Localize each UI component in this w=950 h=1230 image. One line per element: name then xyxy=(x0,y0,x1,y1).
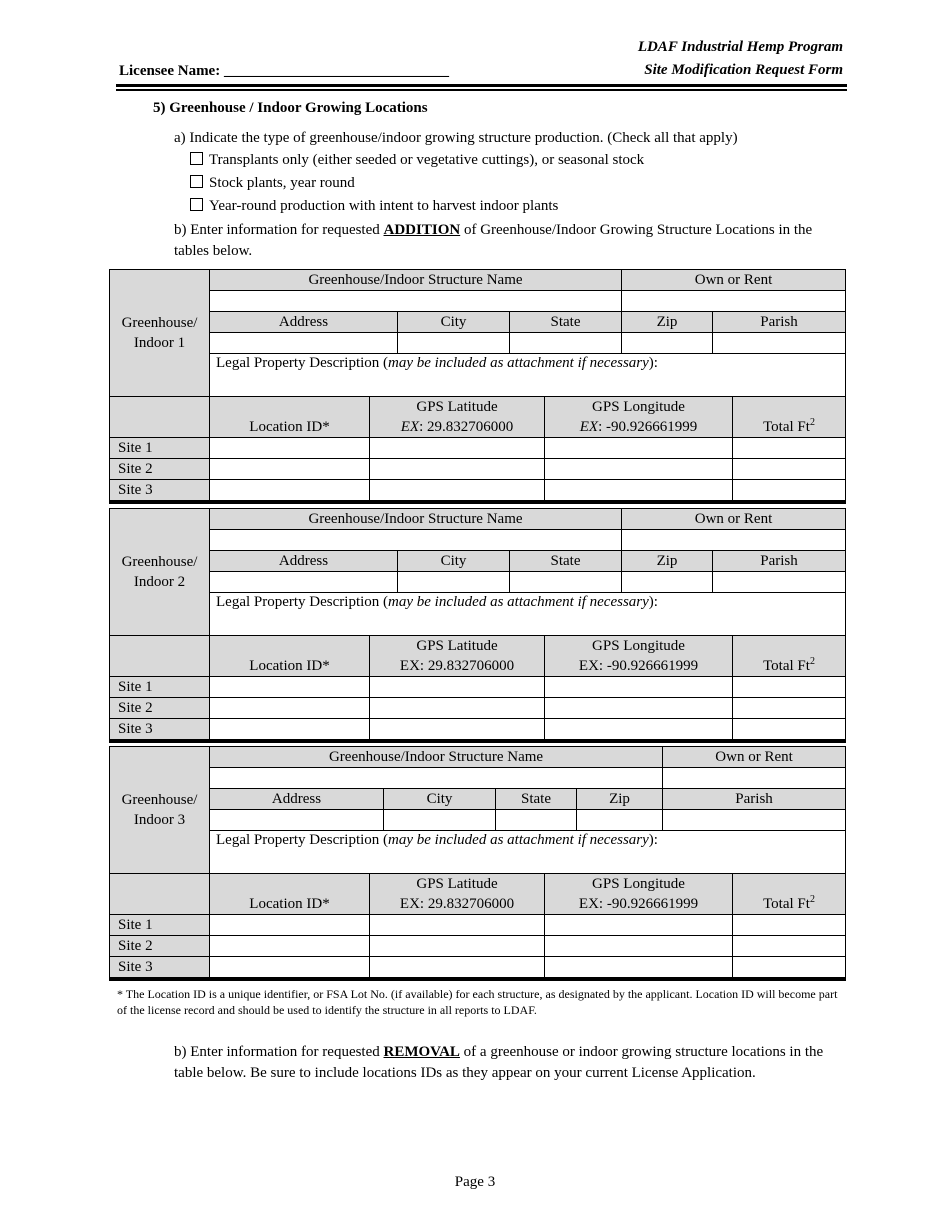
gps-longitude-header: GPS Longitude EX: -90.926661999 xyxy=(545,397,733,438)
greenhouse-label: Greenhouse/ Indoor 3 xyxy=(110,747,210,874)
state-header: State xyxy=(496,789,577,810)
legal-description-field[interactable]: Legal Property Description (may be included as attachment if necessary): xyxy=(210,593,846,636)
location-id-header: Location ID* xyxy=(210,636,370,677)
gps-latitude-input[interactable] xyxy=(370,936,545,957)
gps-latitude-header: GPS Latitude EX: 29.832706000 xyxy=(370,397,545,438)
location-id-input[interactable] xyxy=(210,459,370,480)
site-label: Site 1 xyxy=(110,677,210,698)
gps-longitude-input[interactable] xyxy=(545,936,733,957)
address-input[interactable] xyxy=(210,572,398,593)
site-label: Site 3 xyxy=(110,719,210,742)
gps-longitude-input[interactable] xyxy=(545,698,733,719)
total-ft-input[interactable] xyxy=(733,936,846,957)
total-ft-input[interactable] xyxy=(733,698,846,719)
option-label: Year-round production with intent to harvest indoor plants xyxy=(209,198,559,214)
state-header: State xyxy=(510,312,622,333)
gps-longitude-input[interactable] xyxy=(545,459,733,480)
location-id-header: Location ID* xyxy=(210,397,370,438)
site-label: Site 1 xyxy=(110,438,210,459)
own-or-rent-input[interactable] xyxy=(663,768,846,789)
greenhouse-table-3 xyxy=(109,746,846,874)
gps-latitude-input[interactable] xyxy=(370,957,545,980)
legal-description-field[interactable]: Legal Property Description (may be included as attachment if necessary): xyxy=(210,831,846,874)
address-input[interactable] xyxy=(210,810,384,831)
zip-header: Zip xyxy=(622,551,713,572)
location-id-input[interactable] xyxy=(210,698,370,719)
form-header xyxy=(483,36,843,82)
gps-longitude-input[interactable] xyxy=(545,480,733,503)
structure-name-header: Greenhouse/Indoor Structure Name xyxy=(210,509,622,530)
total-ft-input[interactable] xyxy=(733,677,846,698)
state-input[interactable] xyxy=(510,333,622,354)
site-label: Site 3 xyxy=(110,480,210,503)
licensee-name-field[interactable]: Licensee Name: ______________________________ xyxy=(119,63,449,79)
own-or-rent-header: Own or Rent xyxy=(622,270,846,291)
question-b-removal: b) Enter information for requested REMOVAL of a greenhouse or indoor growing structure locations in the table below. Be sure to include locations IDs as they appear on your current License Application. xyxy=(174,1044,824,1081)
gps-latitude-input[interactable] xyxy=(370,459,545,480)
zip-input[interactable] xyxy=(577,810,663,831)
location-id-input[interactable] xyxy=(210,957,370,980)
gps-latitude-input[interactable] xyxy=(370,698,545,719)
city-header: City xyxy=(384,789,496,810)
location-id-input[interactable] xyxy=(210,719,370,742)
gps-longitude-input[interactable] xyxy=(545,915,733,936)
page-number: Page 3 xyxy=(454,1174,496,1190)
total-ft-input[interactable] xyxy=(733,438,846,459)
total-ft-input[interactable] xyxy=(733,957,846,980)
option-stock-plants[interactable] xyxy=(190,175,355,192)
address-header: Address xyxy=(210,312,398,333)
question-b-addition: b) Enter information for requested ADDITION of Greenhouse/Indoor Growing Structure Locations in the tables below. xyxy=(174,222,813,259)
gps-longitude-input[interactable] xyxy=(545,719,733,742)
header-rule-thin xyxy=(116,89,847,91)
city-header: City xyxy=(398,551,510,572)
section-title: 5) Greenhouse / Indoor Growing Locations xyxy=(153,100,428,116)
gps-latitude-input[interactable] xyxy=(370,915,545,936)
own-or-rent-input[interactable] xyxy=(622,291,846,312)
site-label: Site 3 xyxy=(110,957,210,980)
gps-longitude-input[interactable] xyxy=(545,438,733,459)
structure-name-header: Greenhouse/Indoor Structure Name xyxy=(210,747,663,768)
city-header: City xyxy=(398,312,510,333)
total-ft-header: Total Ft$^2$ xyxy=(733,397,846,438)
location-id-input[interactable] xyxy=(210,915,370,936)
own-or-rent-header: Own or Rent xyxy=(622,509,846,530)
gps-longitude-input[interactable] xyxy=(545,677,733,698)
location-id-input[interactable] xyxy=(210,480,370,503)
parish-header: Parish xyxy=(663,789,846,810)
site-label: Site 2 xyxy=(110,936,210,957)
city-input[interactable] xyxy=(398,572,510,593)
side-fill xyxy=(110,397,210,438)
total-ft-header: Total Ft$^2$ xyxy=(733,636,846,677)
total-ft-input[interactable] xyxy=(733,459,846,480)
header-rule xyxy=(116,84,847,87)
site-table-1 xyxy=(109,396,846,504)
state-input[interactable] xyxy=(510,572,622,593)
option-label: Stock plants, year round xyxy=(209,175,355,191)
gps-longitude-header: GPS Longitude EX: -90.926661999 xyxy=(545,636,733,677)
address-header: Address xyxy=(210,551,398,572)
greenhouse-label: Greenhouse/ Indoor 1 xyxy=(110,270,210,397)
location-id-input[interactable] xyxy=(210,438,370,459)
site-label: Site 2 xyxy=(110,698,210,719)
greenhouse-table-1 xyxy=(109,269,846,397)
gps-latitude-header: GPS Latitude EX: 29.832706000 xyxy=(370,636,545,677)
site-table-2 xyxy=(109,635,846,743)
parish-header: Parish xyxy=(713,312,846,333)
location-id-header: Location ID* xyxy=(210,874,370,915)
greenhouse-table-2 xyxy=(109,508,846,636)
structure-name-input[interactable] xyxy=(210,530,622,551)
location-id-input[interactable] xyxy=(210,677,370,698)
own-or-rent-header: Own or Rent xyxy=(663,747,846,768)
structure-name-input[interactable] xyxy=(210,768,663,789)
gps-latitude-header: GPS Latitude EX: 29.832706000 xyxy=(370,874,545,915)
gps-latitude-input[interactable] xyxy=(370,677,545,698)
checkbox-icon[interactable] xyxy=(190,152,203,165)
side-fill xyxy=(110,874,210,915)
zip-header: Zip xyxy=(622,312,713,333)
site-label: Site 1 xyxy=(110,915,210,936)
zip-input[interactable] xyxy=(622,572,713,593)
total-ft-input[interactable] xyxy=(733,719,846,742)
option-transplants[interactable] xyxy=(190,152,644,169)
city-input[interactable] xyxy=(384,810,496,831)
site-table-3 xyxy=(109,873,846,981)
gps-longitude-input[interactable] xyxy=(545,957,733,980)
parish-header: Parish xyxy=(713,551,846,572)
state-input[interactable] xyxy=(496,810,577,831)
total-ft-input[interactable] xyxy=(733,915,846,936)
greenhouse-label: Greenhouse/ Indoor 2 xyxy=(110,509,210,636)
program-title: LDAF Industrial Hemp Program xyxy=(637,39,843,55)
site-label: Site 2 xyxy=(110,459,210,480)
form-title: Site Modification Request Form xyxy=(644,62,843,78)
checkbox-icon[interactable] xyxy=(190,175,203,188)
structure-name-input[interactable] xyxy=(210,291,622,312)
zip-header: Zip xyxy=(577,789,663,810)
own-or-rent-input[interactable] xyxy=(622,530,846,551)
option-label: Transplants only (either seeded or vegetative cuttings), or seasonal stock xyxy=(209,152,645,168)
total-ft-header: Total Ft$^2$ xyxy=(733,874,846,915)
footnote: * The Location ID is a unique identifier, or FSA Lot No. (if available) for each structure, as designated by the applicant. Location ID will become part of the license record and should be used to identify the structure in all reports to LDAF. xyxy=(117,987,838,1017)
state-header: State xyxy=(510,551,622,572)
zip-input[interactable] xyxy=(622,333,713,354)
address-input[interactable] xyxy=(210,333,398,354)
parish-input[interactable] xyxy=(713,333,846,354)
address-header: Address xyxy=(210,789,384,810)
total-ft-input[interactable] xyxy=(733,480,846,503)
option-year-round[interactable] xyxy=(190,198,558,215)
parish-input[interactable] xyxy=(663,810,846,831)
structure-name-header: Greenhouse/Indoor Structure Name xyxy=(210,270,622,291)
gps-latitude-input[interactable] xyxy=(370,438,545,459)
checkbox-icon[interactable] xyxy=(190,198,203,211)
side-fill xyxy=(110,636,210,677)
location-id-input[interactable] xyxy=(210,936,370,957)
gps-latitude-input[interactable] xyxy=(370,719,545,742)
question-a: a) Indicate the type of greenhouse/indoor growing structure production. (Check all that apply) xyxy=(174,130,738,146)
gps-latitude-input[interactable] xyxy=(370,480,545,503)
gps-longitude-header: GPS Longitude EX: -90.926661999 xyxy=(545,874,733,915)
legal-description-field[interactable]: Legal Property Description (may be included as attachment if necessary): xyxy=(210,354,846,397)
city-input[interactable] xyxy=(398,333,510,354)
parish-input[interactable] xyxy=(713,572,846,593)
